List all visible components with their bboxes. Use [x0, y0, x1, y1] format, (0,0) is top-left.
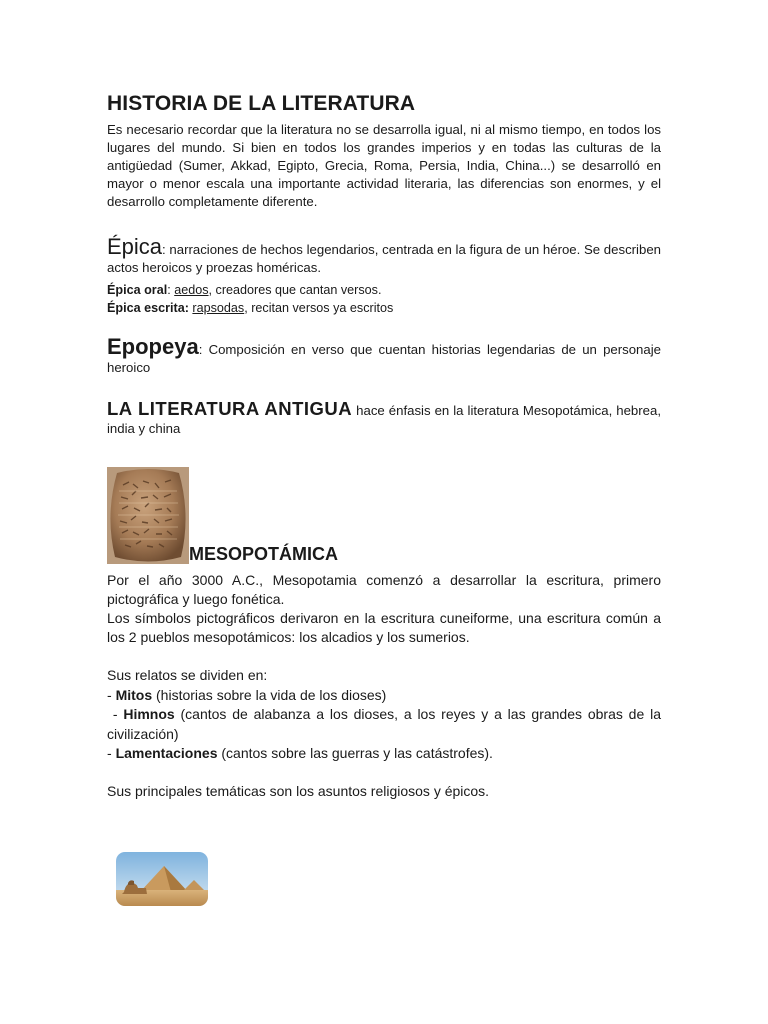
- list-item-lamentaciones: [107, 744, 661, 764]
- aedos-link[interactable]: aedos: [174, 283, 209, 297]
- literatura-antigua-term: LA LITERATURA ANTIGUA: [107, 398, 353, 419]
- mesopotamia-intro: [107, 571, 661, 647]
- epopeya-definition-text: : Composición en verso que cuentan historias legendarias de un personaje heroico: [107, 342, 661, 375]
- epica-term: Épica: [107, 234, 163, 259]
- epopeya-term: Epopeya: [107, 334, 199, 359]
- epica-definition: [107, 234, 661, 277]
- tematicas-paragraph: Sus principales temáticas son los asuntos religiosos y épicos.: [107, 783, 490, 799]
- mesopotamica-heading: MESOPOTÁMICA: [189, 544, 339, 564]
- himnos-text: (cantos de alabanza a los dioses, a los reyes y a las grandes obras de la civilización): [107, 706, 661, 742]
- mesopotamia-paragraph-1: Por el año 3000 A.C., Mesopotamia comenzó a desarrollar la escritura, primero pictográfica y luego fonética.: [107, 572, 661, 607]
- lamentaciones-text: (cantos sobre las guerras y las catástrofes).: [217, 745, 493, 761]
- literatura-antigua-text: hace énfasis en la literatura Mesopotámica, hebrea, india y china: [107, 403, 661, 436]
- epica-oral-line: [107, 282, 381, 299]
- epica-escrita-label: Épica escrita:: [107, 301, 189, 315]
- relatos-list: [107, 666, 661, 764]
- list-item-mitos: [107, 686, 661, 706]
- relatos-intro: Sus relatos se dividen en:: [107, 667, 268, 683]
- rapsodas-link[interactable]: rapsodas: [192, 301, 245, 315]
- cuneiform-tablet-image: [107, 467, 189, 564]
- epica-oral-text: , creadores que cantan versos.: [208, 283, 382, 297]
- epica-escrita-line: [107, 300, 393, 317]
- epica-oral-separator: :: [167, 283, 175, 297]
- mesopotamia-paragraph-2: Los símbolos pictográficos derivaron en la escritura cuneiforme, una escritura común a los 2 pueblos mesopotámicos: los alcadios y los sumerios.: [107, 610, 661, 645]
- mitos-text: (historias sobre la vida de los dioses): [152, 686, 387, 703]
- lamentaciones-term: Lamentaciones: [115, 745, 218, 761]
- list-dash: -: [107, 745, 116, 761]
- list-dash: -: [107, 686, 116, 703]
- himnos-term: Himnos: [123, 706, 175, 722]
- epica-definition-text: : narraciones de hechos legendarios, centrada en la figura de un héroe. Se describen actos heroicos y proezas homéricas.: [107, 242, 661, 275]
- pyramids-image: [116, 852, 208, 906]
- literatura-antigua-paragraph: [107, 400, 661, 438]
- mitos-term: Mitos: [115, 686, 153, 703]
- intro-paragraph: Es necesario recordar que la literatura no se desarrolla igual, ni al mismo tiempo, en todos los lugares del mundo. Si bien en todos los grandes imperios y en todas las culturas de la antigüedad (Sumer, Akkad, Egipto, Grecia, Roma, Persia, India, China...) se desarrolló en mayor o menor escala una importante actividad literaria, las diferencias son enormes, y el desarrollo completamente diferente.: [107, 122, 661, 209]
- list-item-himnos: [107, 705, 661, 744]
- epica-oral-label: Épica oral: [107, 283, 168, 297]
- epopeya-definition: [107, 334, 661, 377]
- page-title: HISTORIA DE LA LITERATURA: [107, 92, 416, 115]
- epica-escrita-text: , recitan versos ya escritos: [244, 301, 394, 315]
- list-dash: -: [107, 706, 124, 722]
